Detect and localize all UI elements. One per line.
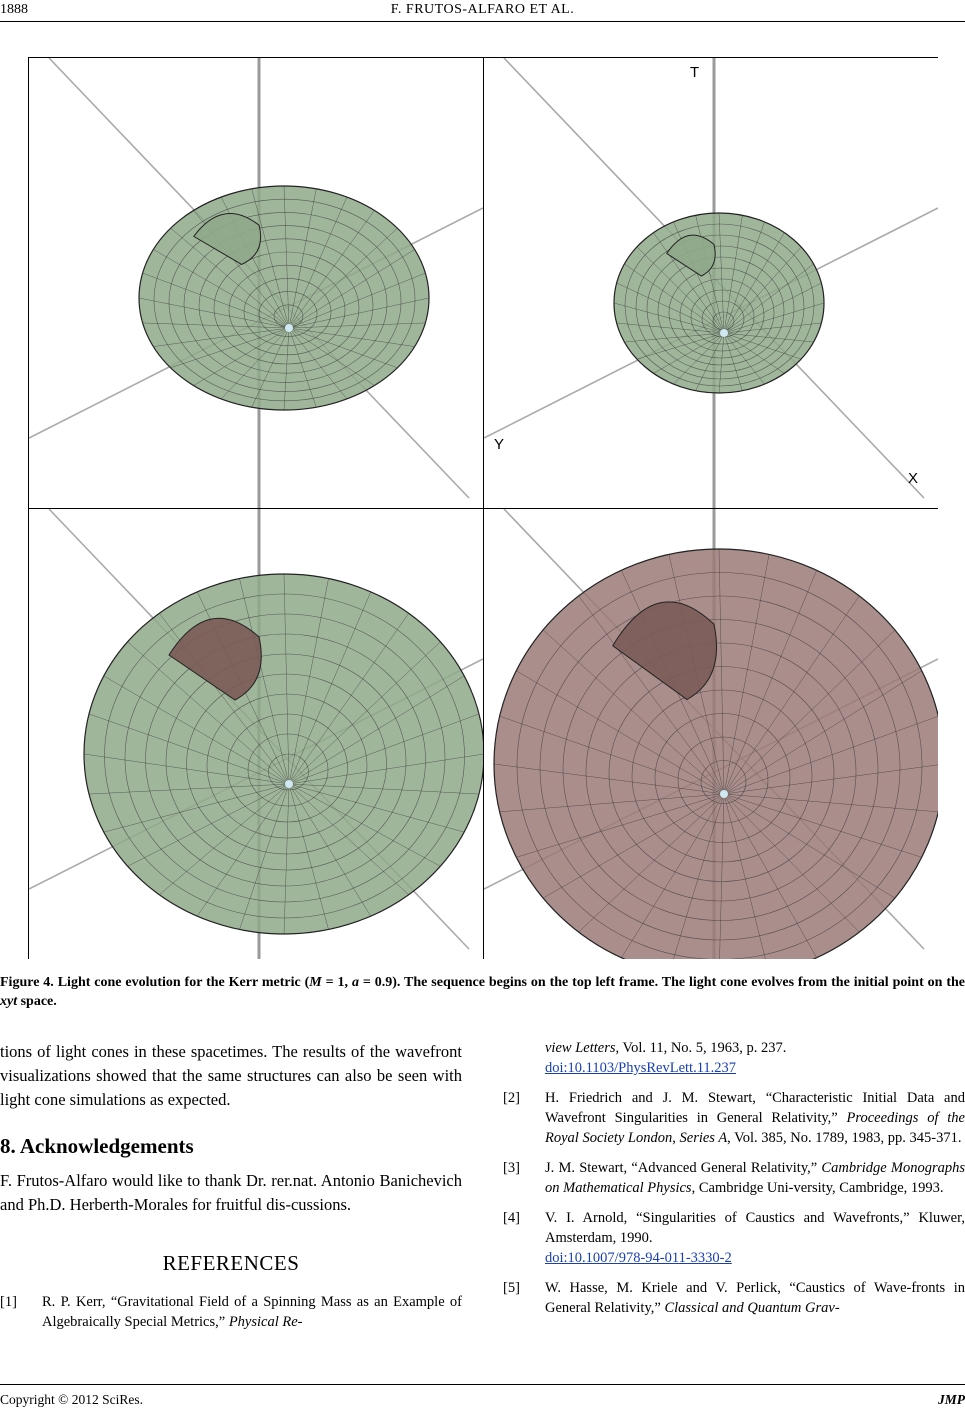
journal-name: JMP [938, 1392, 965, 1407]
reference-text: H. Friedrich and J. M. Stewart, “Characteristic Initial Data and Wavefront Singularities in General Relativity,” [545, 1090, 965, 1126]
caption-text: = 1, [321, 975, 352, 990]
reference-text: , Cambridge Uni-versity, Cambridge, 1993. [691, 1180, 944, 1196]
caption-var-a: a [351, 975, 359, 990]
figure-caption [0, 973, 965, 1011]
reference-1 [0, 1292, 462, 1332]
footer-rule [0, 1384, 965, 1385]
caption-var-xyt: xyt [0, 994, 18, 1009]
reference-text: W. Hasse, M. Kriele and V. Perlick, “Caustics of Wave-fronts in General Relativity,” [545, 1280, 965, 1316]
reference-journal: Cambridge Monographs on Mathematical Physics [545, 1160, 965, 1196]
caption-text: space. [17, 994, 57, 1009]
caption-var-m: M [309, 975, 322, 990]
reference-text: , Vol. 11, No. 5, 1963, p. 237. [615, 1040, 787, 1056]
light-cone-plot-1 [29, 58, 483, 508]
reference-journal: Classical and Quantum Grav- [664, 1300, 840, 1316]
reference-text: , Vol. 385, No. 1789, 1983, pp. 345-371. [727, 1130, 962, 1146]
body-paragraph: tions of light cones in these spacetimes. The results of the wavefront visualizations showed that the same structures can also be seen with light cone simulations as expected. [0, 1042, 462, 1109]
caption-text: = 0.9). The sequence begins on the top left frame. The light cone evolves from the initial point on the [358, 975, 965, 990]
reference-series: Series A [679, 1130, 728, 1146]
light-cone-plot-3 [29, 509, 483, 959]
reference-text: J. M. Stewart, “Advanced General Relativity,” [545, 1160, 822, 1176]
reference-1-continued [503, 1038, 965, 1078]
reference-number: [2] [503, 1090, 520, 1106]
light-cone-plot-2 [484, 58, 938, 508]
references-heading: REFERENCES [162, 1251, 300, 1275]
right-column [503, 1038, 965, 1328]
left-column [0, 1040, 462, 1342]
frame-top-right [484, 58, 938, 509]
cone-vertex [720, 329, 728, 337]
header-rule [0, 21, 965, 22]
reference-number: [5] [503, 1280, 520, 1296]
caption-text: Figure 4. Light cone evolution for the Kerr metric ( [0, 975, 310, 990]
frame-bottom-left [29, 509, 484, 959]
reference-3 [503, 1158, 965, 1198]
copyright: Copyright © 2012 SciRes. [0, 1392, 144, 1407]
reference-4 [503, 1208, 965, 1268]
light-cone-surface [84, 574, 483, 934]
cone-vertex [285, 324, 293, 332]
light-cone-surface [494, 549, 938, 959]
running-head: F. FRUTOS-ALFARO ET AL. [390, 2, 575, 17]
reference-text: , [672, 1130, 680, 1146]
reference-number: [3] [503, 1160, 520, 1176]
section-title: 8. Acknowledgements [0, 1134, 194, 1158]
reference-journal: Physical Re- [228, 1314, 303, 1330]
frame-top-left [29, 58, 484, 509]
doi-link[interactable]: doi:10.1103/PhysRevLett.11.237 [545, 1060, 737, 1076]
axis-label-x: X [908, 470, 919, 487]
reference-journal: view Letters [545, 1040, 616, 1056]
reference-2 [503, 1088, 965, 1148]
page-number: 1888 [0, 2, 28, 17]
cone-vertex [720, 790, 728, 798]
doi-link[interactable]: doi:10.1007/978-94-011-3330-2 [545, 1250, 732, 1266]
axis-label-t: T [690, 64, 700, 81]
reference-text: V. I. Arnold, “Singularities of Caustics and Wavefronts,” Kluwer, Amsterdam, 1990. [545, 1210, 965, 1246]
reference-number: [1] [0, 1294, 17, 1310]
cone-vertex [285, 780, 293, 788]
light-cone-surface [139, 186, 429, 410]
reference-5 [503, 1278, 965, 1318]
reference-number: [4] [503, 1210, 520, 1226]
acknowledgements-paragraph: F. Frutos-Alfaro would like to thank Dr. rer.nat. Antonio Banichevich and Ph.D. Herberth-Morales for fruitful dis-cussions. [0, 1171, 462, 1214]
reference-journal: Proceedings of the Royal Society London [545, 1110, 965, 1146]
figure-4 [28, 57, 938, 959]
axis-label-y: Y [494, 436, 505, 453]
reference-text: R. P. Kerr, “Gravitational Field of a Spinning Mass as an Example of Algebraically Special Metrics,” [42, 1294, 462, 1330]
frame-bottom-right [484, 509, 938, 959]
light-cone-surface [614, 213, 824, 393]
light-cone-plot-4 [484, 509, 938, 959]
